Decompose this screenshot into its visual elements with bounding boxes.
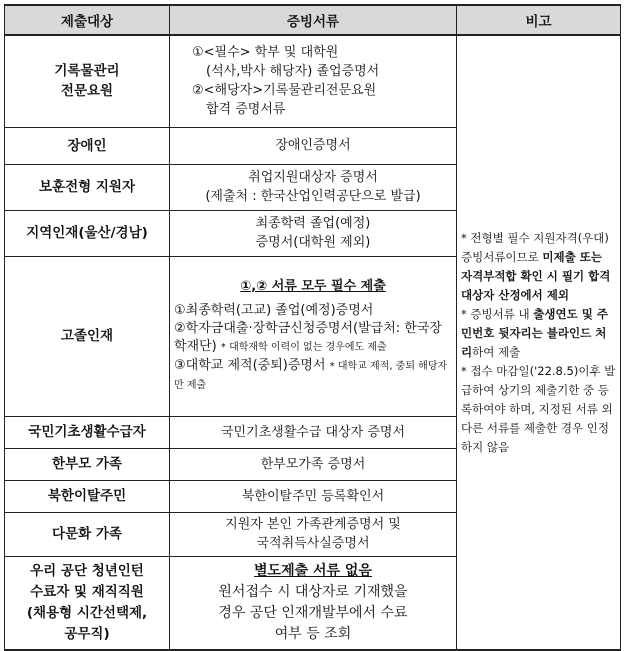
document-cell: 한부모가족 증명서	[170, 448, 457, 480]
category-cell: 보훈전형 지원자	[5, 164, 170, 210]
table-row	[5, 35, 621, 127]
doc-line: 경우 공단 인재개발부에서 수료	[218, 604, 408, 621]
doc-footnote: * 대학교 제적, 중퇴 해당자만 제출	[174, 360, 448, 391]
document-cell	[170, 35, 457, 127]
doc-line: 취업지원대상자 증명서	[248, 170, 378, 185]
document-cell: 국민기초생활수급 대상자 증명서	[170, 416, 457, 448]
category-cell: 한부모 가족	[5, 448, 170, 480]
category-cell: 장애인	[5, 127, 170, 164]
document-cell	[170, 210, 457, 256]
doc-line: ③대학교 제적(중퇴)증명서 * 대학교 제적, 중퇴 해당자만 제출	[174, 357, 448, 391]
doc-line: 합격 증명서류	[206, 102, 286, 118]
document-cell	[170, 556, 457, 650]
category-line: 기록물관리	[54, 63, 120, 80]
document-requirements-table	[4, 4, 621, 651]
doc-line: ①최종학력(고교) 졸업(예정)증명서	[174, 302, 374, 318]
category-line: 전문요원	[60, 83, 114, 100]
category-cell: 북한이탈주민	[5, 480, 170, 512]
doc-line: 국적취득사실증명서	[256, 536, 370, 551]
category-cell	[5, 556, 170, 650]
category-cell: 국민기초생활수급자	[5, 416, 170, 448]
remarks-cell	[457, 35, 621, 650]
doc-line: 여부 등 조회	[274, 625, 352, 642]
header-documents: 증빙서류	[170, 5, 457, 35]
doc-line: 증명서(대학원 제외)	[255, 235, 371, 250]
doc-line: (석사,박사 해당자) 졸업증명서	[206, 64, 380, 80]
category-line: 수료자 및 재직직원	[30, 583, 144, 600]
category-line: 우리 공단 청년인턴	[30, 562, 144, 579]
document-cell	[170, 512, 457, 556]
doc-line: 원서접수 시 대상자로 기재했을	[218, 583, 408, 600]
remark-item: * 전형별 필수 지원자격(우대)증빙서류이므로 미제출 또는 자격부적합 확인 시 필기 합격 대상자 산정에서 제외	[461, 230, 611, 302]
doc-title: 별도제출 서류 없음	[254, 562, 372, 579]
document-cell	[170, 164, 457, 210]
category-cell	[5, 35, 170, 127]
header-row	[5, 5, 621, 35]
category-line: 공무직)	[64, 625, 110, 642]
remark-item: * 증빙서류 내 출생연도 및 주민번호 뒷자리는 블라인드 처리하여 제출	[461, 306, 608, 359]
doc-line: 지원자 본인 가족관계증명서 및	[225, 517, 401, 532]
header-remarks: 비고	[457, 5, 621, 35]
doc-line: (제출처 : 한국산업인력공단으로 발급)	[205, 189, 421, 204]
document-cell: 장애인증명서	[170, 127, 457, 164]
document-cell: 북한이탈주민 등록확인서	[170, 480, 457, 512]
category-line: (채용형 시간선택제,	[26, 604, 148, 621]
doc-line: 최종학력 졸업(예정)	[255, 216, 371, 231]
category-cell: 다문화 가족	[5, 512, 170, 556]
doc-line: ②<해당자>기록물관리전문요원	[192, 83, 377, 99]
category-cell: 고졸인재	[5, 256, 170, 416]
doc-footnote: * 대학재학 이력이 없는 경우에도 제출	[220, 341, 387, 353]
header-category: 제출대상	[5, 5, 170, 35]
doc-title: ①,② 서류 모두 필수 제출	[240, 278, 386, 294]
doc-line: ①<필수> 학부 및 대학원	[192, 45, 339, 61]
category-cell: 지역인재(울산/경남)	[5, 210, 170, 256]
remark-item: * 접수 마감일('22.8.5)이후 발급하여 상기의 제출기한 중 등록하여야 하며, 지정된 서류 외 다른 서류를 제출한 경우 인정하지 않음	[461, 363, 616, 454]
doc-line: ②학자금대출·장학금신청증명서(발급처: 한국장학재단) * 대학재학 이력이 없는 경우에도 제출	[174, 320, 442, 354]
document-cell	[170, 256, 457, 416]
